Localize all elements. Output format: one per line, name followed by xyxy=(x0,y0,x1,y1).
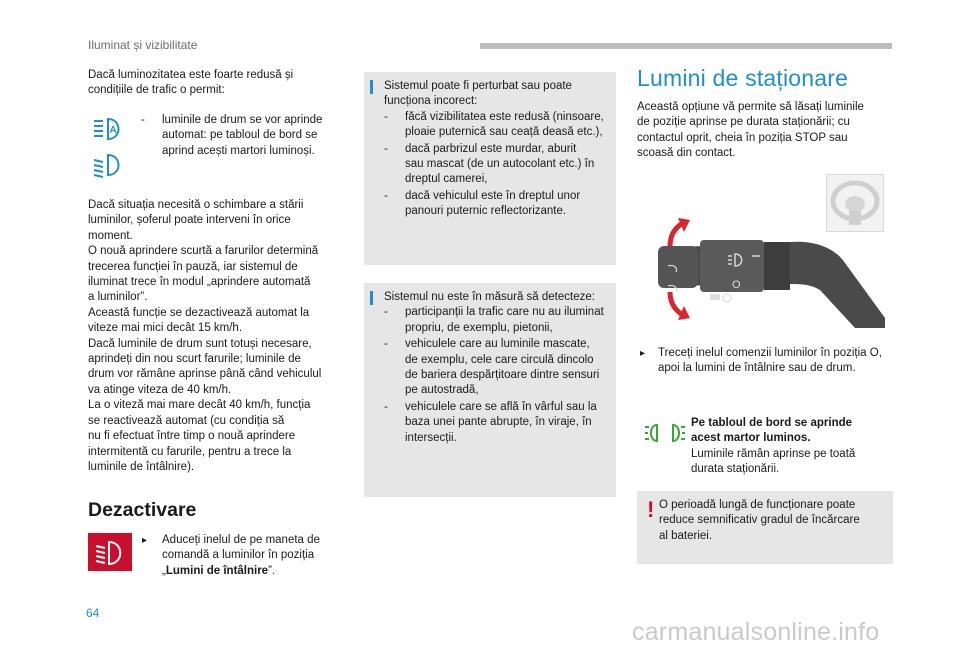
text-line: scoasă din contact. xyxy=(637,147,736,160)
dash: - xyxy=(141,114,145,126)
col1-paragraph xyxy=(88,198,348,475)
text-line: luminilor, șoferul poate interveni în orice xyxy=(88,214,291,227)
bold-text: Lumini de întâlnire xyxy=(165,564,269,577)
stalk-label-o: O xyxy=(732,279,741,291)
text-line: condițiile de trafic o permit: xyxy=(88,84,225,97)
text-line: moment. xyxy=(88,229,133,242)
page-number: 64 xyxy=(86,606,100,620)
text-line: baza unei pante abrupte, în viraje, în xyxy=(405,416,592,429)
text-line: pe autostradă, xyxy=(405,384,479,397)
text-line: Această opțiune vă permite să lăsați luminile xyxy=(637,101,864,113)
text-line: dreptul camerei, xyxy=(405,173,488,186)
dash: - xyxy=(384,110,388,123)
text-line: contactul oprit, cheia în poziția STOP sau xyxy=(637,131,848,144)
text-line: făcă vizibilitatea este redusă (ninsoare, xyxy=(405,110,604,123)
text-line: dacă vehiculul este în dreptul unor xyxy=(405,189,581,202)
text-line: a luminilor”. xyxy=(88,291,148,304)
text-line: funcționa incorect: xyxy=(384,95,478,108)
dash: - xyxy=(384,142,388,155)
parking-light-icon xyxy=(645,422,685,449)
quote-open: „ xyxy=(162,564,166,577)
text-line: nu fi efectuat între timp o nouă aprindere xyxy=(88,430,296,443)
telltale-text xyxy=(691,416,891,478)
dash: - xyxy=(384,400,388,413)
list-item xyxy=(384,142,616,188)
text-line: Dacă luminile de drum sunt totuși necesare, xyxy=(88,337,312,350)
text-line: apoi la lumini de întâlnire sau de drum. xyxy=(658,362,856,375)
list-item xyxy=(384,189,616,220)
text-line: Pe tabloul de bord se aprinde xyxy=(691,417,853,429)
text-line: Treceți inelul comenzii luminilor în poziția O, xyxy=(658,347,882,359)
text-line: participanții la trafic care nu au iluminat xyxy=(405,306,604,319)
warning-box-2 xyxy=(364,283,616,497)
text-line: Dacă situația necesită o schimbare a stării xyxy=(88,199,304,211)
bullet-icon: ▸ xyxy=(640,348,646,359)
text-line: trecerea funcției în pauză, iar sistemul de xyxy=(88,260,298,273)
dash: - xyxy=(384,338,388,351)
text-line: La o viteză mai mare decât 40 km/h, funcția xyxy=(88,399,311,412)
text-line: reduce semnificativ gradul de încărcare xyxy=(659,514,860,527)
text-line: va atinge viteza de 40 km/h. xyxy=(88,383,232,396)
list-item xyxy=(384,337,616,399)
dezactivare-title: Dezactivare xyxy=(88,499,197,521)
text-line: Aduceți inelul de pe maneta de xyxy=(162,534,320,546)
low-beam-icon xyxy=(92,152,126,183)
text-line: automat: pe tabloul de bord se xyxy=(162,129,318,142)
text-line: iluminat trece în modul „aprindere automată xyxy=(88,276,311,289)
text-line: Sistemul poate fi perturbat sau poate xyxy=(384,80,572,92)
dash: - xyxy=(384,306,388,319)
text-line: durata staționării. xyxy=(691,463,780,476)
dezactivare-instruction xyxy=(142,533,352,579)
text-line: se reactivează automat (cu condiția să xyxy=(88,414,285,427)
dash-item xyxy=(141,113,341,159)
list-item xyxy=(384,400,616,446)
text-line: Sistemul nu este în măsură să detecteze: xyxy=(384,291,595,303)
warning-box-1 xyxy=(364,72,616,265)
text-line xyxy=(162,564,352,579)
quote-close: ”. xyxy=(268,564,276,577)
list-item xyxy=(384,110,616,141)
text-line: luminile de întâlnire). xyxy=(88,460,195,473)
lumini-stationare-title: Lumini de staționare xyxy=(637,65,849,91)
info-marker-icon xyxy=(370,80,373,94)
text-line: sau mascat (de un autocolant etc.) în xyxy=(405,158,595,171)
col3-intro xyxy=(637,100,897,162)
watermark: carmanualsonline.info xyxy=(632,618,880,646)
header-bar xyxy=(480,43,892,49)
text-line: aprindeți din nou scurt farurile; luminile de xyxy=(88,353,301,366)
info-marker-icon xyxy=(370,291,373,305)
box2-list xyxy=(384,305,616,446)
dash: - xyxy=(384,189,388,202)
text-line: acest martor luminos. xyxy=(691,432,811,445)
auto-high-beam-icon xyxy=(92,116,126,147)
col3-instruction xyxy=(640,346,900,377)
text-line: comandă a luminilor în poziția xyxy=(162,549,315,562)
low-beam-red-icon xyxy=(88,533,132,571)
text-line: de exemplu, cele care circulă dincolo xyxy=(405,353,594,366)
text-line: O nouă aprindere scurtă a farurilor determină xyxy=(88,245,319,258)
svg-text:A: A xyxy=(109,125,117,136)
text-line: al bateriei. xyxy=(659,529,713,542)
text-line: Luminile rămân aprinse pe toată xyxy=(691,447,856,460)
section-header: Iluminat și vizibilitate xyxy=(88,38,198,52)
text-line: drum vor rămâne aprinse până când vehiculul xyxy=(88,368,322,381)
text-line: Această funcție se dezactivează automat la xyxy=(88,306,310,319)
col1-intro xyxy=(88,68,338,99)
text-line: aprind acești martori luminoși. xyxy=(162,144,315,157)
text-line: panouri puternic reflectorizante. xyxy=(405,205,567,218)
text-line: ploaie puternică sau ceață deasă etc.), xyxy=(405,126,603,139)
text-line: intermitentă cu farurile, pentru a trece la xyxy=(88,445,292,458)
exclamation-icon: ! xyxy=(647,497,655,522)
text-line: de poziție aprinse pe durata staționării; cu xyxy=(637,116,850,129)
text-line: vehiculele care au luminile mascate, xyxy=(405,338,590,351)
battery-warning-box xyxy=(637,491,893,564)
box1-list xyxy=(384,110,616,220)
text-line: vehiculele care se află în vârful sau la xyxy=(405,400,597,413)
text-line: viteze mai mici decât 15 km/h. xyxy=(88,322,243,335)
bullet-icon: ▸ xyxy=(142,535,148,546)
text-line: luminile de drum se vor aprinde xyxy=(162,114,323,126)
text-line: intersecții. xyxy=(405,431,457,444)
text-line: dacă parbrizul este murdar, aburit xyxy=(405,142,577,155)
list-item xyxy=(384,305,616,336)
text-line: propriu, de exemplu, pietonii, xyxy=(405,321,553,334)
text-line: de bariera despărțitoare dintre sensuri xyxy=(405,369,600,382)
text-line: Dacă luminozitatea este foarte redusă și xyxy=(88,69,294,81)
light-stalk-illustration xyxy=(640,218,890,333)
text-line: O perioadă lungă de funcționare poate xyxy=(659,499,856,511)
